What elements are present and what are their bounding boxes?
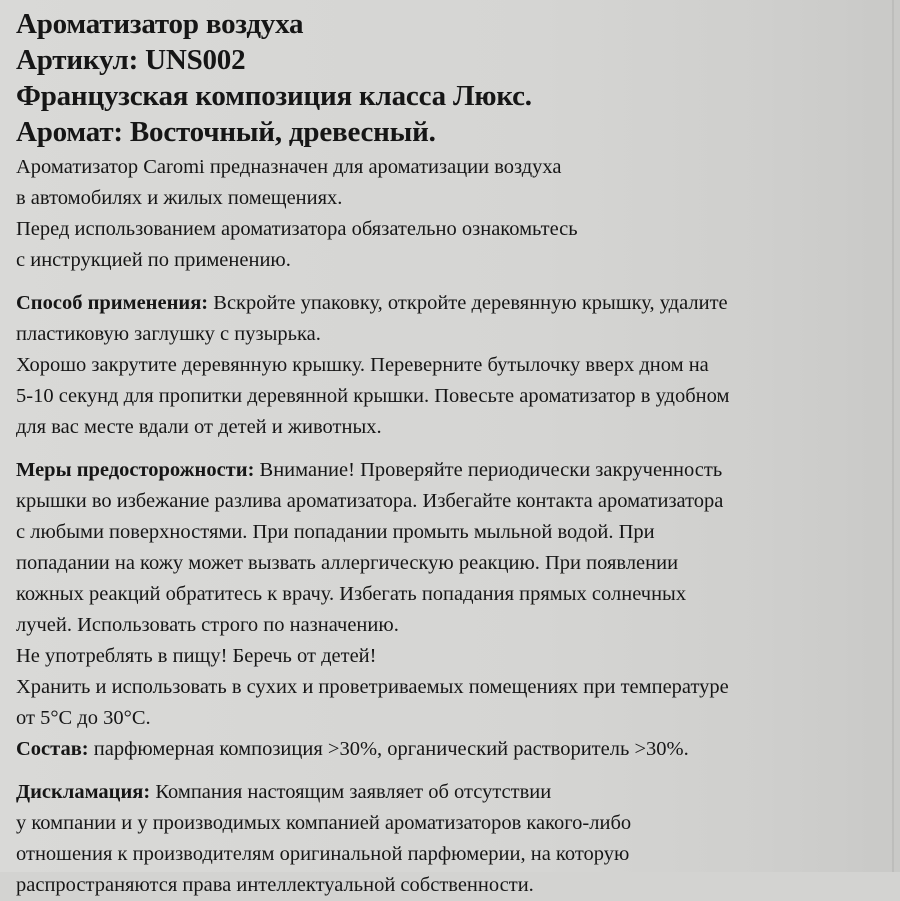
precautions-line: кожных реакций обратитесь к врачу. Избегать попадания прямых солнечных	[16, 583, 687, 605]
product-title: Ароматизатор воздуха	[16, 8, 304, 40]
disclaimer-line: у компании и у производимых компанией ароматизаторов какого-либо	[16, 812, 632, 834]
intro-line: с инструкцией по применению.	[16, 249, 291, 271]
precautions-line: крышки во избежание разлива ароматизатора. Избегайте контакта ароматизатора	[16, 490, 724, 512]
article-number: Артикул: UNS002	[16, 44, 246, 76]
disclaimer-label: Дискламация:	[16, 781, 151, 803]
usage-line: Хорошо закрутите деревянную крышку. Переверните бутылочку вверх дном на	[16, 354, 709, 376]
precautions-line: Хранить и использовать в сухих и проветриваемых помещениях при температуре	[16, 676, 729, 698]
precautions-first-line	[16, 455, 890, 486]
disclaimer-line: отношения к производителям оригинальной парфюмерии, на которую	[16, 843, 630, 865]
aroma-line: Аромат: Восточный, древесный.	[16, 116, 436, 148]
precautions-section	[16, 455, 890, 734]
precautions-line: попадании на кожу может вызвать аллергическую реакцию. При появлении	[16, 552, 679, 574]
intro-line: в автомобилях и жилых помещениях.	[16, 187, 343, 209]
precautions-line: с любыми поверхностями. При попадании промыть мыльной водой. При	[16, 521, 655, 543]
precautions-line: от 5°С до 30°С.	[16, 707, 151, 729]
usage-line: 5-10 секунд для пропитки деревянной крышки. Повесьте ароматизатор в удобном	[16, 385, 730, 407]
precautions-line: лучей. Использовать строго по назначению.	[16, 614, 399, 636]
precautions-text: Внимание! Проверяйте периодически закрученность	[254, 459, 723, 481]
label-text	[16, 6, 890, 901]
composition-text: парфюмерная композиция >30%, органический растворитель >30%.	[88, 738, 689, 760]
usage-first-line	[16, 288, 890, 319]
paper-edge	[892, 0, 894, 872]
usage-line: для вас месте вдали от детей и животных.	[16, 416, 382, 438]
intro-line: Ароматизатор Caromi предназначен для ароматизации воздуха	[16, 156, 562, 178]
usage-text: Вскройте упаковку, откройте деревянную крышку, удалите	[208, 292, 728, 314]
composition-label: Состав:	[16, 738, 89, 760]
precautions-line: Не употреблять в пищу! Беречь от детей!	[16, 645, 377, 667]
disclaimer-text: Компания настоящим заявляет об отсутствии	[150, 781, 552, 803]
disclaimer-first-line	[16, 777, 890, 808]
intro-section	[16, 152, 890, 276]
usage-section	[16, 288, 890, 443]
composition-line	[16, 734, 890, 765]
precautions-label: Меры предосторожности:	[16, 459, 255, 481]
disclaimer-section	[16, 777, 890, 901]
intro-line: Перед использованием ароматизатора обязательно ознакомьтесь	[16, 218, 578, 240]
usage-label: Способ применения:	[16, 292, 209, 314]
usage-line: пластиковую заглушку с пузырька.	[16, 323, 321, 345]
composition-section	[16, 734, 890, 765]
disclaimer-line: распространяются права интеллектуальной собственности.	[16, 874, 534, 896]
composition-class: Французская композиция класса Люкс.	[16, 80, 532, 112]
